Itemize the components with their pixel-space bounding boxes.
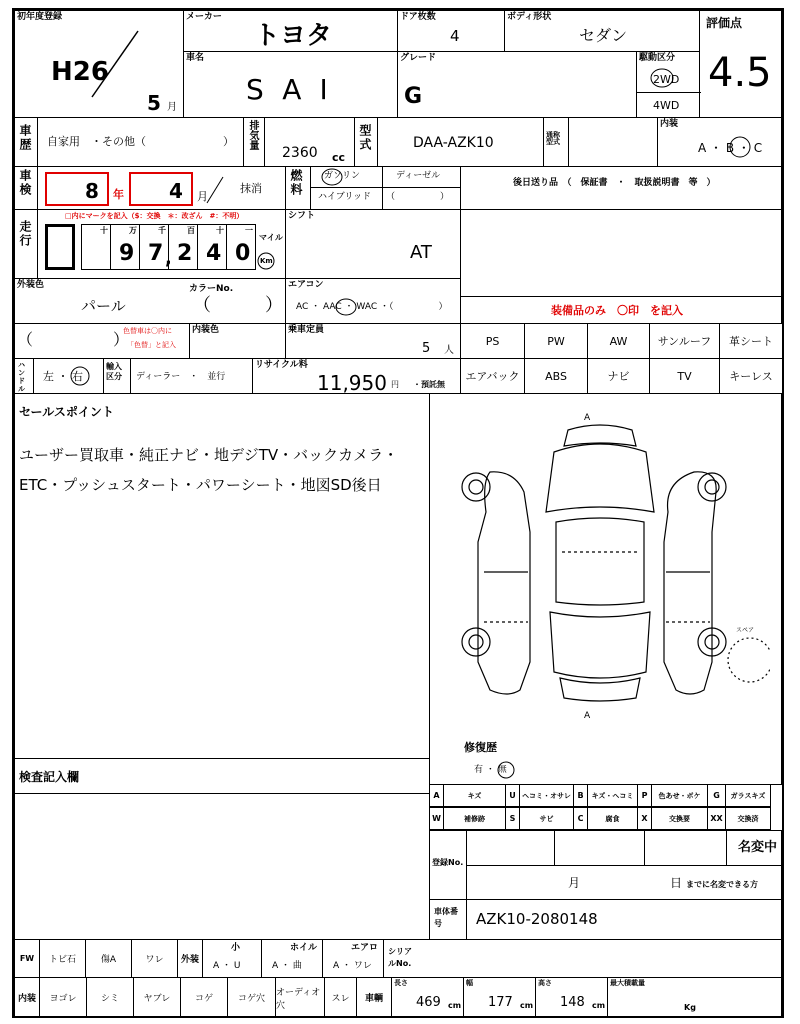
- exterior-label-cell: [177, 939, 203, 978]
- equipment-row-1-item: サンルーフ: [657, 335, 712, 348]
- slash-mark: [205, 175, 225, 205]
- legend-code-cell: [505, 784, 520, 807]
- serial-cell: [383, 939, 782, 978]
- legend-code: A: [433, 791, 440, 800]
- legend-desc-cell: [587, 784, 638, 807]
- interior-item: シミ: [100, 994, 119, 1004]
- handle-label: ハンドル: [18, 361, 25, 393]
- inspection-notes-cell: [14, 758, 430, 940]
- exterior-item-label: 小: [231, 943, 241, 953]
- fuel-other: （ ）: [386, 192, 450, 202]
- common-model-value-cell: [568, 117, 658, 167]
- odometer-digit: [110, 224, 140, 270]
- body-value: セダン: [579, 26, 628, 45]
- equipment-row-1-cell: [587, 323, 650, 359]
- serial-label: シリアルNo.: [388, 947, 412, 968]
- doors-value: 4: [450, 27, 460, 45]
- interior-item-cell: [227, 977, 276, 1018]
- odometer-digit: [197, 224, 227, 270]
- recycle-unit: 円: [391, 380, 399, 389]
- odometer-unit: 万: [129, 226, 137, 235]
- interior-label: 内装: [17, 994, 36, 1004]
- shift-cell: [285, 209, 461, 279]
- dims-unit: cm: [520, 1001, 534, 1010]
- fw-item: ワレ: [145, 955, 164, 965]
- repair-history-label: 修復歴: [464, 741, 497, 754]
- dims-unit: cm: [592, 1001, 606, 1010]
- fw-item: トビ石: [48, 955, 76, 965]
- color-no-label: カラーNo.: [189, 284, 234, 294]
- legend-code: X: [641, 814, 648, 823]
- legend-desc-cell: [725, 784, 771, 807]
- fw-item: 傷A: [100, 955, 117, 965]
- mileage-note: □内にマークを記入（$：交換 ＊：改ざん #：不明）: [65, 212, 244, 220]
- doors-label: ドア枚数: [400, 12, 436, 22]
- history-use: 自家用 ・その他（ ）: [47, 135, 234, 148]
- name-change-value: 名変中: [738, 840, 778, 855]
- equipment-row-2-cell: [719, 358, 783, 394]
- inspection-notes-label: 検査記入欄: [19, 770, 80, 784]
- circle-mark-icon: [496, 760, 516, 780]
- doors-cell: [397, 10, 505, 52]
- mileage-km-label: Km: [260, 257, 273, 265]
- legend-desc-cell: [443, 807, 506, 830]
- equipment-row-2-item: ABS: [545, 369, 567, 383]
- mileage-mile-label: マイル: [259, 233, 283, 242]
- capacity-value: 5: [422, 341, 431, 356]
- color-no-value: （ ）: [193, 295, 283, 316]
- exterior-item-value: A ・ U: [213, 961, 241, 971]
- circle-mark-icon: [728, 135, 752, 159]
- month-unit: 月: [197, 190, 208, 203]
- legend-description: 補修跡: [464, 814, 485, 823]
- exterior-item-cell: [261, 939, 323, 978]
- interior-grade-cell: [657, 117, 782, 167]
- fw-item-cell: [39, 939, 86, 978]
- legend-description: キズ・ヘコミ: [591, 791, 634, 800]
- sales-point-line-2: ETC・プッシュスタート・パワーシート・地図SD後日: [19, 476, 382, 494]
- interior-color-cell: [189, 323, 286, 359]
- recycle-cell: [252, 358, 461, 394]
- interior-item: コゲ穴: [237, 994, 265, 1004]
- equipment-row-1-item: PS: [485, 334, 500, 348]
- car-name-cell: [183, 51, 398, 118]
- score-cell: [699, 10, 782, 118]
- shift-value: AT: [410, 242, 432, 263]
- legend-code-cell: [637, 784, 652, 807]
- recycle-label: リサイクル料: [255, 360, 308, 370]
- aircon-cell: [285, 278, 461, 324]
- inspection-cell: [14, 166, 286, 210]
- odometer-unit: 十: [216, 226, 224, 235]
- exterior-item-cell: [322, 939, 384, 978]
- odometer-value: 7: [148, 241, 164, 266]
- exterior-label: 外装: [180, 955, 199, 965]
- interior-label-cell: [14, 977, 40, 1018]
- first-registration-cell: [14, 10, 184, 118]
- model-cell: [354, 117, 569, 167]
- interior-item-cell: [39, 977, 87, 1018]
- odometer-value: 9: [119, 241, 135, 266]
- later-items-body: [460, 209, 782, 297]
- interior-grade-value: A ・ B ・ C: [698, 141, 763, 155]
- legend-code-cell: [505, 807, 520, 830]
- car-diagram-cell: [429, 393, 782, 785]
- vin-value: AZK10-2080148: [476, 910, 598, 928]
- exterior-color-cell: [14, 278, 286, 324]
- equipment-row-2-cell: [649, 358, 720, 394]
- interior-label: 内装: [660, 119, 679, 129]
- inspection-year-box: [45, 172, 109, 206]
- legend-code: B: [577, 791, 584, 800]
- inspection-year: 8: [85, 179, 99, 203]
- interior-color-label: 内装色: [192, 325, 220, 335]
- odometer-digit: [81, 224, 111, 270]
- equipment-title-cell: [460, 296, 782, 324]
- capacity-cell: [285, 323, 461, 359]
- dims-item-label: 長さ: [394, 979, 408, 987]
- legend-code: XX: [710, 814, 723, 823]
- max-load-label: 最大積載量: [610, 979, 645, 987]
- body-label: ボディ形状: [507, 12, 552, 22]
- inspection-month-box: [129, 172, 193, 206]
- exterior-item-value: A ・ 曲: [272, 961, 302, 971]
- legend-desc-cell: [651, 784, 708, 807]
- equipment-row-2-item: エアバック: [465, 370, 520, 383]
- later-items-cell: [460, 166, 782, 210]
- drive-4wd: 4WD: [653, 99, 680, 112]
- odometer-separator: ,: [165, 248, 172, 269]
- legend-desc-cell: [443, 784, 506, 807]
- repaint-note-2: 「色替」と記入: [127, 341, 176, 349]
- legend-description: サビ: [539, 814, 554, 823]
- legend-desc-cell: [519, 784, 574, 807]
- interior-item-cell: [86, 977, 134, 1018]
- odometer-digit: [226, 224, 256, 270]
- interior-item-cell: [133, 977, 181, 1018]
- vin-cell: [429, 899, 782, 940]
- inspection-month: 4: [169, 179, 183, 203]
- odometer-value: 4: [206, 241, 222, 266]
- displacement-cell: [243, 117, 355, 167]
- equipment-row-1-cell: [460, 323, 525, 359]
- fw-item-cell: [131, 939, 178, 978]
- legend-description: 交換済: [737, 814, 759, 823]
- capacity-label: 乗車定員: [288, 325, 325, 335]
- displacement-label: 排気量: [247, 120, 258, 150]
- interior-item-cell: [180, 977, 228, 1018]
- registration-deadline-note: までに名変できる方: [686, 880, 758, 889]
- legend-desc-cell: [651, 807, 708, 830]
- dims-unit: cm: [448, 1001, 462, 1010]
- vin-label: 車体番号: [434, 907, 458, 928]
- drive-2wd: 2WD: [653, 73, 680, 86]
- recycle-value: 11,950: [317, 371, 387, 395]
- legend-desc-cell: [725, 807, 771, 830]
- slash-mark: [90, 29, 140, 99]
- equipment-row-2-cell: [460, 358, 525, 394]
- dims-label: 車輌: [364, 994, 383, 1004]
- legend-code-cell: [707, 807, 726, 830]
- drive-label: 駆動区分: [639, 53, 676, 63]
- legend-code-cell: [573, 807, 588, 830]
- import-label: 輸入区分: [106, 362, 122, 381]
- legend-description: 交換要: [669, 814, 690, 823]
- equipment-row-1-item: AW: [609, 334, 628, 348]
- circle-mark-icon: [69, 365, 91, 387]
- diagram-front-label: A: [584, 413, 591, 423]
- dims-item-label: 高さ: [538, 979, 552, 987]
- sales-point-cell: [14, 393, 430, 759]
- grade-value: G: [404, 84, 423, 109]
- dims-item-cell: [463, 977, 536, 1018]
- import-cell: [103, 358, 253, 394]
- history-cell: [14, 117, 244, 167]
- shift-label: シフト: [288, 211, 316, 221]
- dims-item-cell: [391, 977, 464, 1018]
- grade-label: グレード: [400, 53, 437, 63]
- dims-item-value: 469: [416, 995, 441, 1010]
- equipment-row-2-cell: [524, 358, 588, 394]
- interior-item: コゲ: [194, 994, 213, 1004]
- maker-value: トヨタ: [254, 21, 333, 51]
- mileage-flag-box: [45, 224, 75, 270]
- history-label: 車歴: [18, 124, 32, 152]
- interior-item: スレ: [331, 994, 350, 1004]
- interior-item-cell: [275, 977, 325, 1018]
- recycle-deposit: ・預託無: [413, 380, 445, 389]
- exterior-item-label: ホイル: [290, 943, 318, 953]
- interior-item: ヨゴレ: [49, 994, 77, 1004]
- registration-day: 日: [670, 876, 683, 890]
- score-label: 評価点: [706, 16, 743, 30]
- legend-code-cell: [707, 784, 726, 807]
- repaint-value: （ ）: [17, 330, 130, 349]
- legend-code: U: [509, 791, 516, 800]
- inspection-label: 車検: [18, 169, 32, 197]
- first-reg-month: 5: [147, 91, 161, 115]
- year-unit: 年: [113, 188, 124, 201]
- model-value: DAA-AZK10: [413, 135, 494, 151]
- repaint-note-1: 色替車は〇内に: [123, 327, 172, 335]
- legend-code-cell: [429, 784, 444, 807]
- legend-description: ヘコミ・オサレ: [522, 791, 571, 800]
- fw-label: FW: [19, 954, 35, 963]
- fuel-gas: ガソリン: [324, 171, 361, 181]
- circle-mark-icon: [256, 252, 276, 270]
- dims-item-value: 148: [560, 995, 585, 1010]
- fuel-hybrid: ハイブリッド: [318, 192, 372, 202]
- equipment-row-2-item: TV: [677, 369, 692, 383]
- equipment-row-2-item: ナビ: [607, 370, 630, 383]
- exterior-color-value: パール: [81, 297, 126, 315]
- legend-code: W: [432, 814, 441, 823]
- equipment-row-2-item: キーレス: [729, 370, 773, 383]
- odometer-value: 2: [177, 241, 193, 266]
- legend-desc-cell: [587, 807, 638, 830]
- fw-label-cell: [14, 939, 40, 978]
- model-label: 型式: [358, 124, 372, 152]
- equipment-row-1-cell: [719, 323, 783, 359]
- fw-item-cell: [85, 939, 132, 978]
- car-name-value: SAI: [246, 73, 346, 106]
- registration-label: 登録No.: [432, 858, 464, 867]
- odometer-unit: 十: [100, 226, 108, 235]
- equipment-row-1-cell: [649, 323, 720, 359]
- diagram-rear-label: A: [584, 711, 591, 721]
- equipment-row-1-item: PW: [547, 334, 565, 348]
- common-model-label: 通称型式: [546, 131, 560, 146]
- displacement-unit: cc: [332, 151, 346, 164]
- dims-label-cell: [356, 977, 392, 1018]
- mileage-label: 走行: [18, 220, 32, 248]
- first-reg-year: H26: [51, 57, 109, 87]
- car-body-diagram: [450, 422, 770, 712]
- dims-item-value: 177: [488, 995, 513, 1010]
- legend-code-cell: [429, 807, 444, 830]
- sales-point-label: セールスポイント: [19, 405, 114, 419]
- maker-label: メーカー: [186, 12, 222, 22]
- legend-description: 色あせ・ボケ: [658, 791, 701, 800]
- odometer-unit: 百: [187, 226, 195, 235]
- fuel-diesel: ディーゼル: [396, 171, 441, 181]
- exterior-item-value: A ・ ワレ: [333, 961, 372, 971]
- legend-code: S: [509, 814, 516, 823]
- dims-item-label: 幅: [466, 979, 473, 987]
- fuel-label: 燃料: [289, 169, 303, 197]
- capacity-unit: 人: [444, 345, 454, 356]
- sales-point-line-1: ユーザー買取車・純正ナビ・地デジTV・バックカメラ・: [19, 446, 399, 464]
- car-name-label: 車名: [186, 53, 205, 63]
- legend-desc-cell: [519, 807, 574, 830]
- interior-item: オーディオ穴: [276, 987, 321, 1011]
- aircon-value: AC ・ AAC ・ WAC ・（ ）: [296, 302, 448, 312]
- exterior-item-label: エアロ: [351, 943, 379, 953]
- displacement-value: 2360: [282, 145, 318, 161]
- registration-cell: [429, 830, 782, 900]
- month-unit: 月: [167, 102, 177, 113]
- score-value: 4.5: [708, 50, 772, 96]
- legend-code: C: [577, 814, 584, 823]
- mileage-cell: [14, 209, 286, 279]
- cancelled-label: 抹消: [240, 182, 262, 195]
- equipment-row-1-item: 革シート: [729, 335, 773, 348]
- legend-code-cell: [637, 807, 652, 830]
- repaint-cell: [14, 323, 190, 359]
- drive-cell: [636, 51, 700, 118]
- odometer-digit: [168, 224, 198, 270]
- later-items-value: 後日送り品 （ 保証書 ・ 取扱説明書 等 ）: [513, 178, 716, 188]
- legend-description: ガラスキズ: [730, 791, 766, 800]
- first-reg-label: 初年度登録: [17, 12, 63, 22]
- circle-mark-icon: [335, 297, 357, 317]
- exterior-item-cell: [202, 939, 262, 978]
- legend-description: キズ: [467, 791, 482, 800]
- fuel-cell: [285, 166, 461, 210]
- exterior-color-label: 外装色: [17, 280, 45, 290]
- grade-cell: [397, 51, 637, 118]
- interior-item: ヤブレ: [143, 994, 171, 1004]
- interior-item-cell: [324, 977, 357, 1018]
- handle-cell: [14, 358, 104, 394]
- dims-item-cell: [535, 977, 608, 1018]
- legend-code: P: [641, 791, 648, 800]
- circle-mark-icon: [649, 66, 675, 88]
- odometer-unit: 一: [245, 226, 253, 235]
- repair-history-value: 有 ・ 無: [474, 765, 507, 775]
- import-value: ディーラー ・ 並行: [136, 372, 226, 382]
- registration-month: 月: [568, 876, 581, 890]
- equipment-row-2-cell: [587, 358, 650, 394]
- max-load-cell: [607, 977, 782, 1018]
- equipment-row-1-cell: [524, 323, 588, 359]
- legend-description: 腐食: [605, 814, 620, 823]
- maker-cell: [183, 10, 398, 52]
- body-cell: [504, 10, 700, 52]
- aircon-label: エアコン: [288, 280, 324, 290]
- odometer-unit: 千: [158, 226, 166, 235]
- legend-code: G: [713, 791, 720, 800]
- legend-code-cell: [573, 784, 588, 807]
- circle-mark-icon: [320, 167, 344, 187]
- equipment-title: 装備品のみ 〇印 を記入: [551, 304, 683, 317]
- handle-value: 左 ・ 右: [43, 370, 83, 383]
- auction-sheet: [12, 8, 784, 1018]
- odometer-value: 0: [235, 241, 251, 266]
- max-load-unit: Kg: [684, 1003, 696, 1012]
- spare-label: スペア: [736, 627, 755, 634]
